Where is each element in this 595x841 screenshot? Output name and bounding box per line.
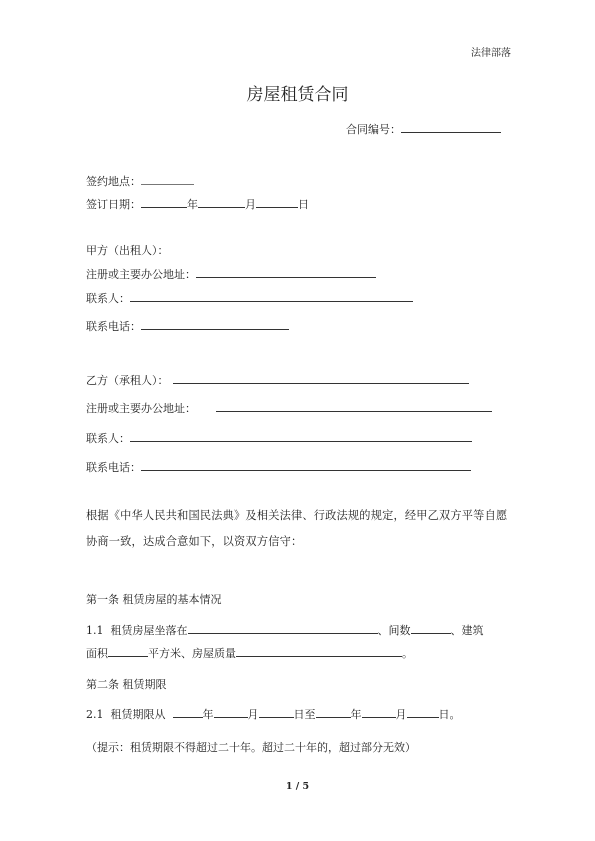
- party-a-heading: 甲方（出租人）：: [86, 244, 169, 257]
- clause-2-1-start-day-blank: [259, 707, 294, 718]
- signing-day-label: 日: [298, 198, 309, 211]
- party-b-address-blank: [216, 401, 492, 412]
- signing-month-label: 月: [245, 198, 256, 211]
- clause-2-1-number: 2.1: [86, 708, 104, 721]
- signing-year-label: 年: [187, 198, 198, 211]
- signing-date-row: [86, 196, 309, 212]
- signing-day-blank: [256, 197, 298, 208]
- party-a-address-label: 注册或主要办公地址：: [86, 268, 196, 281]
- header-brand: 法律部落: [471, 48, 511, 59]
- signing-place-row: [86, 173, 194, 189]
- party-a-phone-row: [86, 318, 289, 334]
- clause-2-1-text-to: 日至: [293, 708, 316, 721]
- clause-1-1-quality-blank: [236, 646, 402, 657]
- clause-1-1-rooms-blank: [411, 623, 451, 634]
- clause-2-1-text-end: 日。: [438, 708, 461, 721]
- contract-number-blank: [401, 122, 501, 133]
- clause-2-1-end-day-blank: [407, 707, 439, 718]
- party-b-phone-blank: [141, 460, 471, 471]
- clause-1-1-text-location: 租赁房屋坐落在: [110, 624, 188, 637]
- party-b-contact-label: 联系人：: [86, 432, 130, 445]
- party-b-phone-label: 联系电话：: [86, 461, 141, 474]
- clause-1-1-text-building: 、建筑: [450, 624, 484, 637]
- party-a-contact-row: [86, 290, 413, 306]
- party-a-contact-blank: [130, 291, 413, 302]
- clause-2-1-text-from: 租赁期限从: [110, 708, 166, 721]
- clause-1-1-area-blank: [108, 646, 148, 657]
- clause-2-1-end-month-label: 月: [395, 708, 407, 721]
- signing-month-blank: [198, 197, 245, 208]
- clause-2-1-hint: （提示：租赁期限不得超过二十年。超过二十年的，超过部分无效）: [86, 741, 416, 754]
- document-title: 房屋租赁合同: [246, 85, 349, 105]
- clause-1-1-number: 1.1: [86, 624, 104, 637]
- party-a-address-row: [86, 266, 376, 282]
- party-b-contact-blank: [130, 431, 472, 442]
- clause-2-1-end-year-label: 年: [350, 708, 362, 721]
- article-2-title: 第二条 租赁期限: [86, 678, 167, 691]
- party-b-address-row: [86, 400, 492, 416]
- clause-1-1-text-end: 。: [402, 647, 413, 660]
- clause-2-1-start-year-blank: [173, 707, 203, 718]
- clause-1-1-text-area: 面积: [86, 647, 108, 660]
- page-number: 1 / 5: [285, 781, 310, 792]
- contract-number-row: [346, 121, 501, 137]
- signing-year-blank: [141, 197, 187, 208]
- signing-place-label: 签约地点：: [86, 175, 141, 188]
- party-b-contact-row: [86, 430, 472, 446]
- party-b-heading-row: [86, 372, 469, 388]
- clause-1-1-line-2: [86, 645, 413, 661]
- party-a-phone-label: 联系电话：: [86, 320, 141, 333]
- clause-1-1-text-quality: 平方米、房屋质量: [148, 647, 236, 660]
- clause-2-1-start-year-label: 年: [202, 708, 214, 721]
- clause-1-1-line-1: [86, 622, 484, 638]
- clause-1-1-text-rooms: 、间数: [377, 624, 411, 637]
- clause-2-1-start-month-label: 月: [247, 708, 259, 721]
- party-a-phone-blank: [141, 319, 289, 330]
- party-b-phone-row: [86, 459, 471, 475]
- signing-place-blank: [141, 174, 194, 185]
- clause-2-1-end-year-blank: [316, 707, 351, 718]
- clause-1-1-location-blank: [188, 623, 378, 634]
- signing-date-label: 签订日期：: [86, 198, 141, 211]
- clause-2-1-start-month-blank: [214, 707, 248, 718]
- clause-2-1-end-month-blank: [362, 707, 396, 718]
- contract-number-label: 合同编号：: [346, 123, 401, 136]
- party-a-address-blank: [196, 267, 376, 278]
- clause-2-1-line: [86, 706, 461, 722]
- party-a-contact-label: 联系人：: [86, 292, 130, 305]
- party-b-heading: 乙方（承租人）：: [86, 374, 169, 387]
- party-b-address-label: 注册或主要办公地址：: [86, 402, 196, 415]
- party-b-name-blank: [173, 373, 469, 384]
- article-1-title: 第一条 租赁房屋的基本情况: [86, 593, 222, 606]
- preamble-paragraph: 根据《中华人民共和国民法典》及相关法律、行政法规的规定，经甲乙双方平等自愿协商一致，达成合意如下，以资双方信守：: [86, 509, 508, 548]
